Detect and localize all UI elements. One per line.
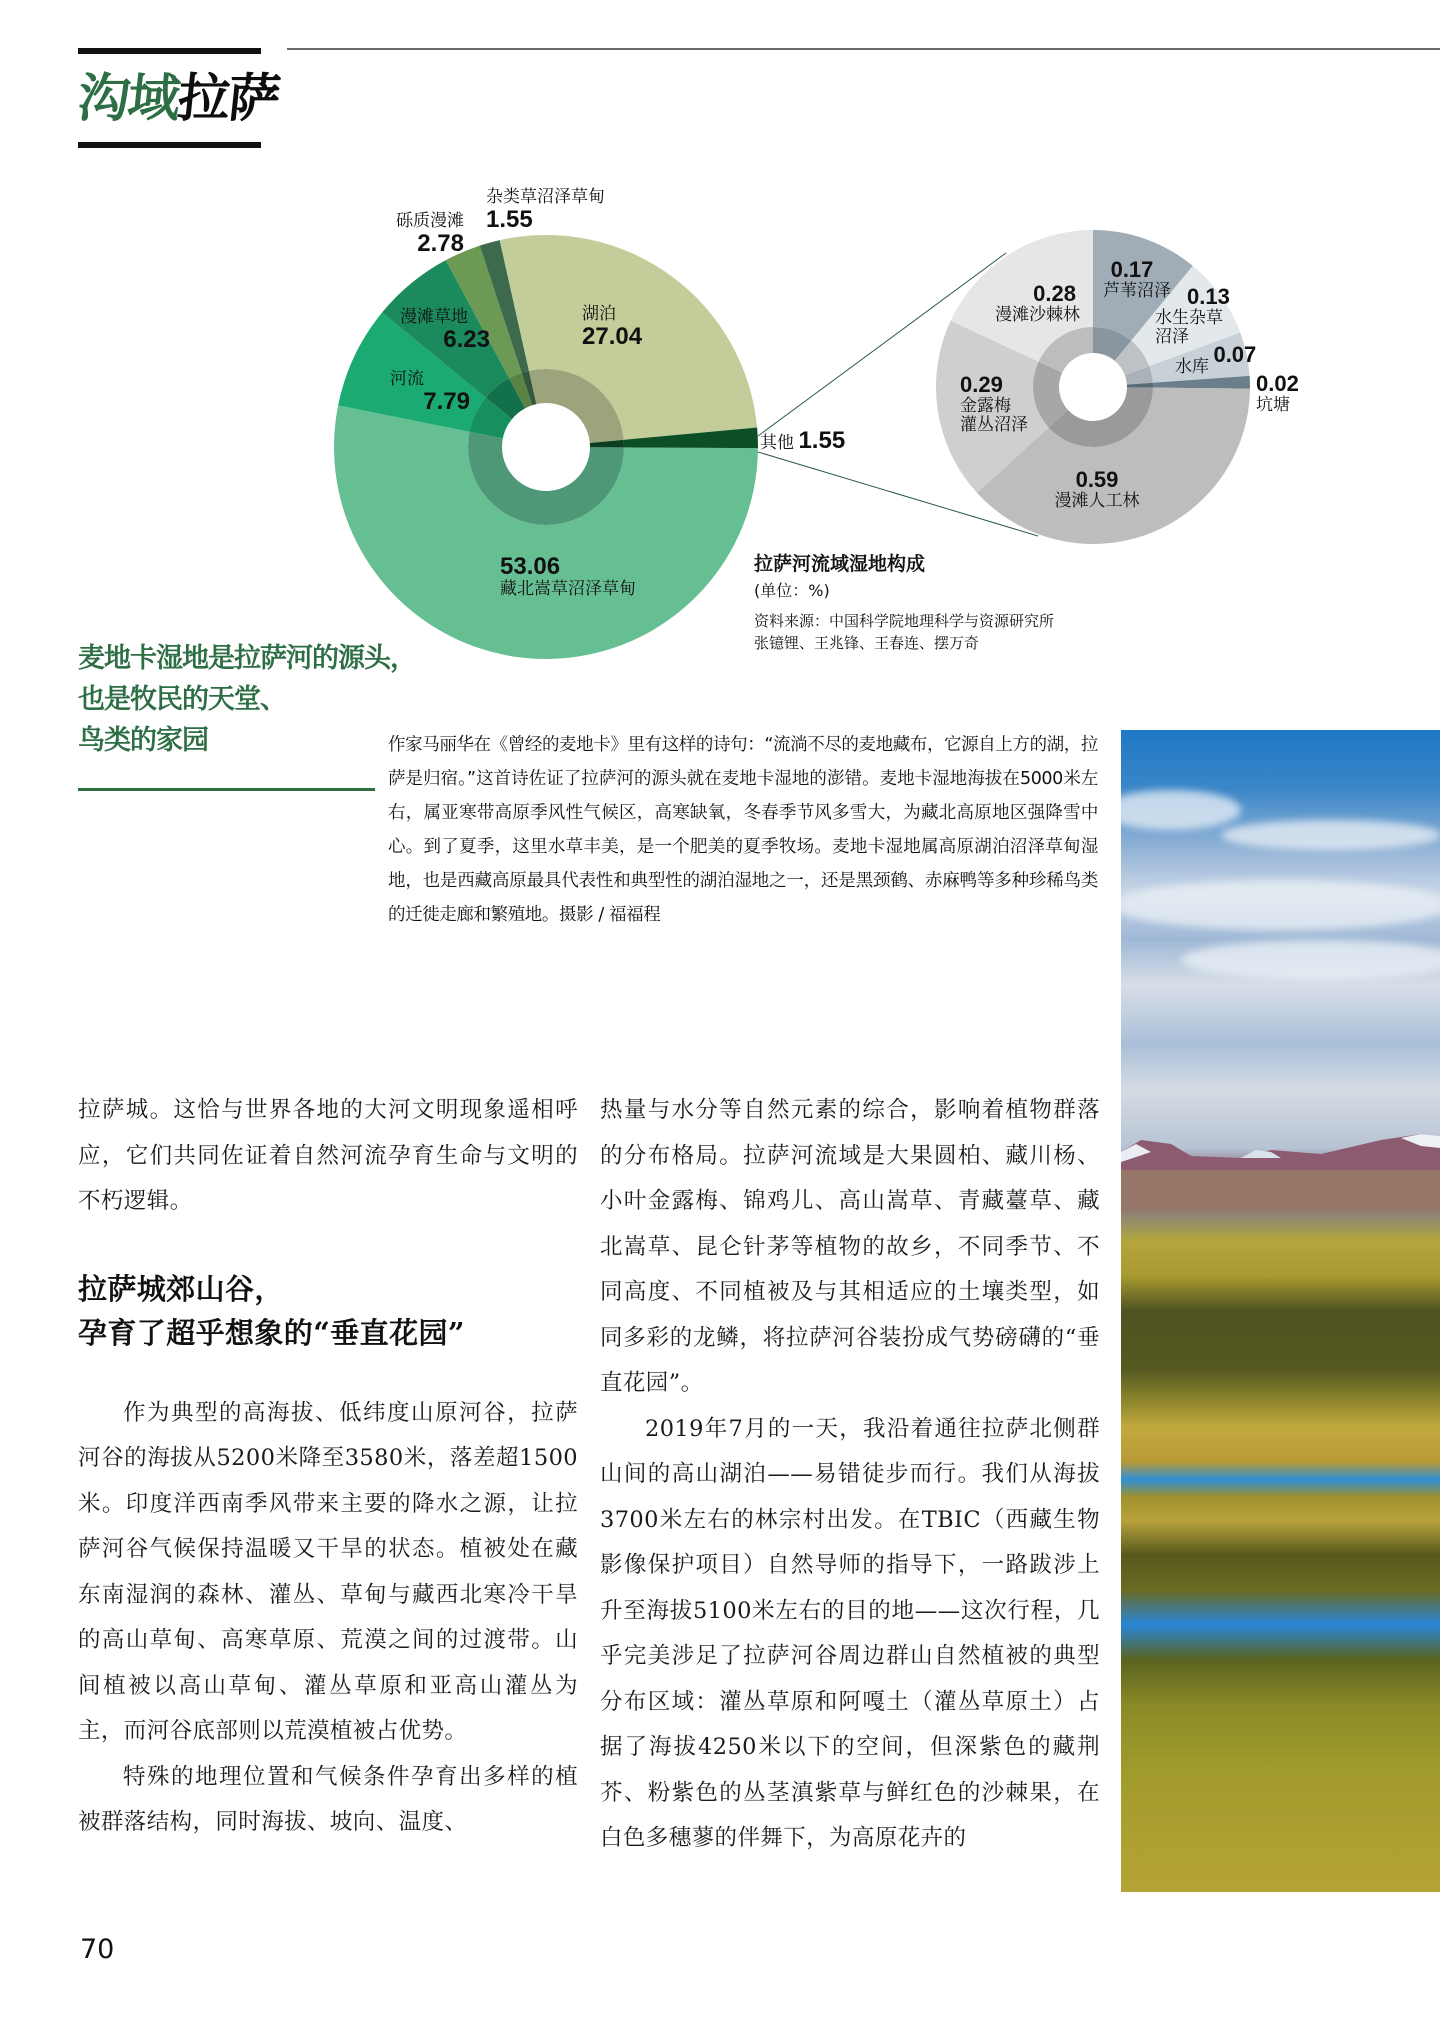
article-column-left [78,1088,578,1846]
article-paragraph: 热量与水分等自然元素的综合，影响着植物群落的分布格局。拉萨河流域是大果圆柏、藏川杨、小叶金露梅、锦鸡儿、高山嵩草、青藏薹草、藏北嵩草、昆仑针茅等植物的故乡，不同季节、不同高度、不同植被及与其相适应的土壤类型，如同多彩的龙鳞，将拉萨河谷装扮成气势磅礴的“垂直花园”。 [600,1097,1100,1396]
cloud [1221,820,1440,850]
chart-unit: (单位：%) [754,581,830,600]
label-gravel-floodplain: 砾质漫滩 2.78 [396,211,464,257]
label-river: 河流 7.79 [390,369,470,415]
label-aquatic-weed-marsh: 0.13 水生杂草 沼泽 [1155,284,1230,347]
article-paragraph: 作为典型的高海拔、低纬度山原河谷，拉萨河谷的海拔从5200米降至3580米，落差超1500米。印度洋西南季风带来主要的降水之源，让拉萨河谷气候保持温暖又干旱的状态。植被处在藏东南湿润的森林、灌丛、草甸与藏西北寒冷干旱的高山草甸、高寒草原、荒漠之间的过渡带。山间植被以高山草甸、灌丛草原和亚高山灌丛为主，而河谷底部则以荒漠植被占优势。 [78,1399,578,1744]
article-subheading: 拉萨城郊山谷， 孕育了超乎想象的“垂直花园” [78,1271,465,1350]
label-reservoir: 水库 0.07 [1175,342,1257,377]
article-column-right [600,1088,1100,1862]
label-pond: 0.02 坑塘 [1256,371,1299,416]
cloud [1181,940,1440,980]
label-floodplain-plantation: 0.59 漫滩人工林 [1054,467,1140,512]
landscape-photo [1121,730,1440,1892]
label-floodplain-grassland: 漫滩草地 6.23 [400,307,490,353]
label-reed-marsh: 0.17 芦苇沼泽 [1103,257,1171,302]
article-paragraph: 特殊的地理位置和气候条件孕育出多样的植被群落结构，同时海拔、坡向、温度、 [78,1763,578,1835]
label-lake: 湖泊 27.04 [582,304,643,350]
label-potentilla-shrub-marsh: 0.29 金露梅 灌丛沼泽 [960,372,1028,435]
section-title-black: 拉萨 [174,69,282,129]
pull-quote-rule [78,788,375,791]
article-paragraph: 拉萨城。这恰与世界各地的大河文明现象遥相呼应，它们共同佐证着自然河流孕育生命与文明的不朽逻辑。 [78,1097,578,1214]
pull-quote-heading: 麦地卡湿地是拉萨河的源头， 也是牧民的天堂、 鸟类的家园 [78,643,416,756]
article-paragraph: 2019年7月的一天，我沿着通往拉萨北侧群山间的高山湖泊——易错徒步而行。我们从海拔3700米左右的林宗村出发。在TBIC（西藏生物影像保护项目）自然导师的指导下，一路跋涉上升至海拔5100米左右的目的地——这次行程，几乎完美涉足了拉萨河谷周边群山自然植被的典型分布区域：灌丛草原和阿嘎土（灌丛草原土）占据了海拔4250米以下的空间，但深紫色的藏荆芥、粉紫色的丛茎滇紫草与鲜红色的沙棘果，在白色多穗蓼的伴舞下，为高原花卉的 [600,1415,1100,1851]
chart-title: 拉萨河流域湿地构成 [754,553,926,575]
page-number: 70 [80,1934,115,1965]
cloud [1121,880,1440,930]
cloud [1121,790,1241,830]
label-forb-marsh-meadow: 杂类草沼泽草甸 1.55 [486,187,605,233]
label-zangbei-songcao: 53.06 藏北嵩草沼泽草甸 [500,553,636,600]
chart-source: 资料来源：中国科学院地理科学与资源研究所 张镱锂、王兆锋、王春连、摆万奇 [754,612,1055,652]
label-other: 其他 1.55 [760,427,846,454]
photo-caption: 作家马丽华在《曾经的麦地卡》里有这样的诗句：“流淌不尽的麦地藏布，它源自上方的湖，拉萨是归宿。”这首诗佐证了拉萨河的源头就在麦地卡湿地的澎错。麦地卡湿地海拔在5000米左右，属亚寒带高原季风性气候区，高寒缺氧，冬春季节风多雪大，为藏北高原地区强降雪中心。到了夏季，这里水草丰美，是一个肥美的夏季牧场。麦地卡湿地属高原湖泊沼泽草甸湿地，也是西藏高原最具代表性和典型性的湖泊湿地之一，还是黑颈鹤、赤麻鸭等多种珍稀鸟类的迁徙走廊和繁殖地。摄影 / 福福程 [388,735,1098,925]
label-sea-buckthorn-forest: 0.28 漫滩沙棘林 [995,281,1080,326]
mountain-range [1121,1130,1440,1210]
section-title-green: 沟域 [74,69,182,129]
chart-caption [754,550,1054,654]
